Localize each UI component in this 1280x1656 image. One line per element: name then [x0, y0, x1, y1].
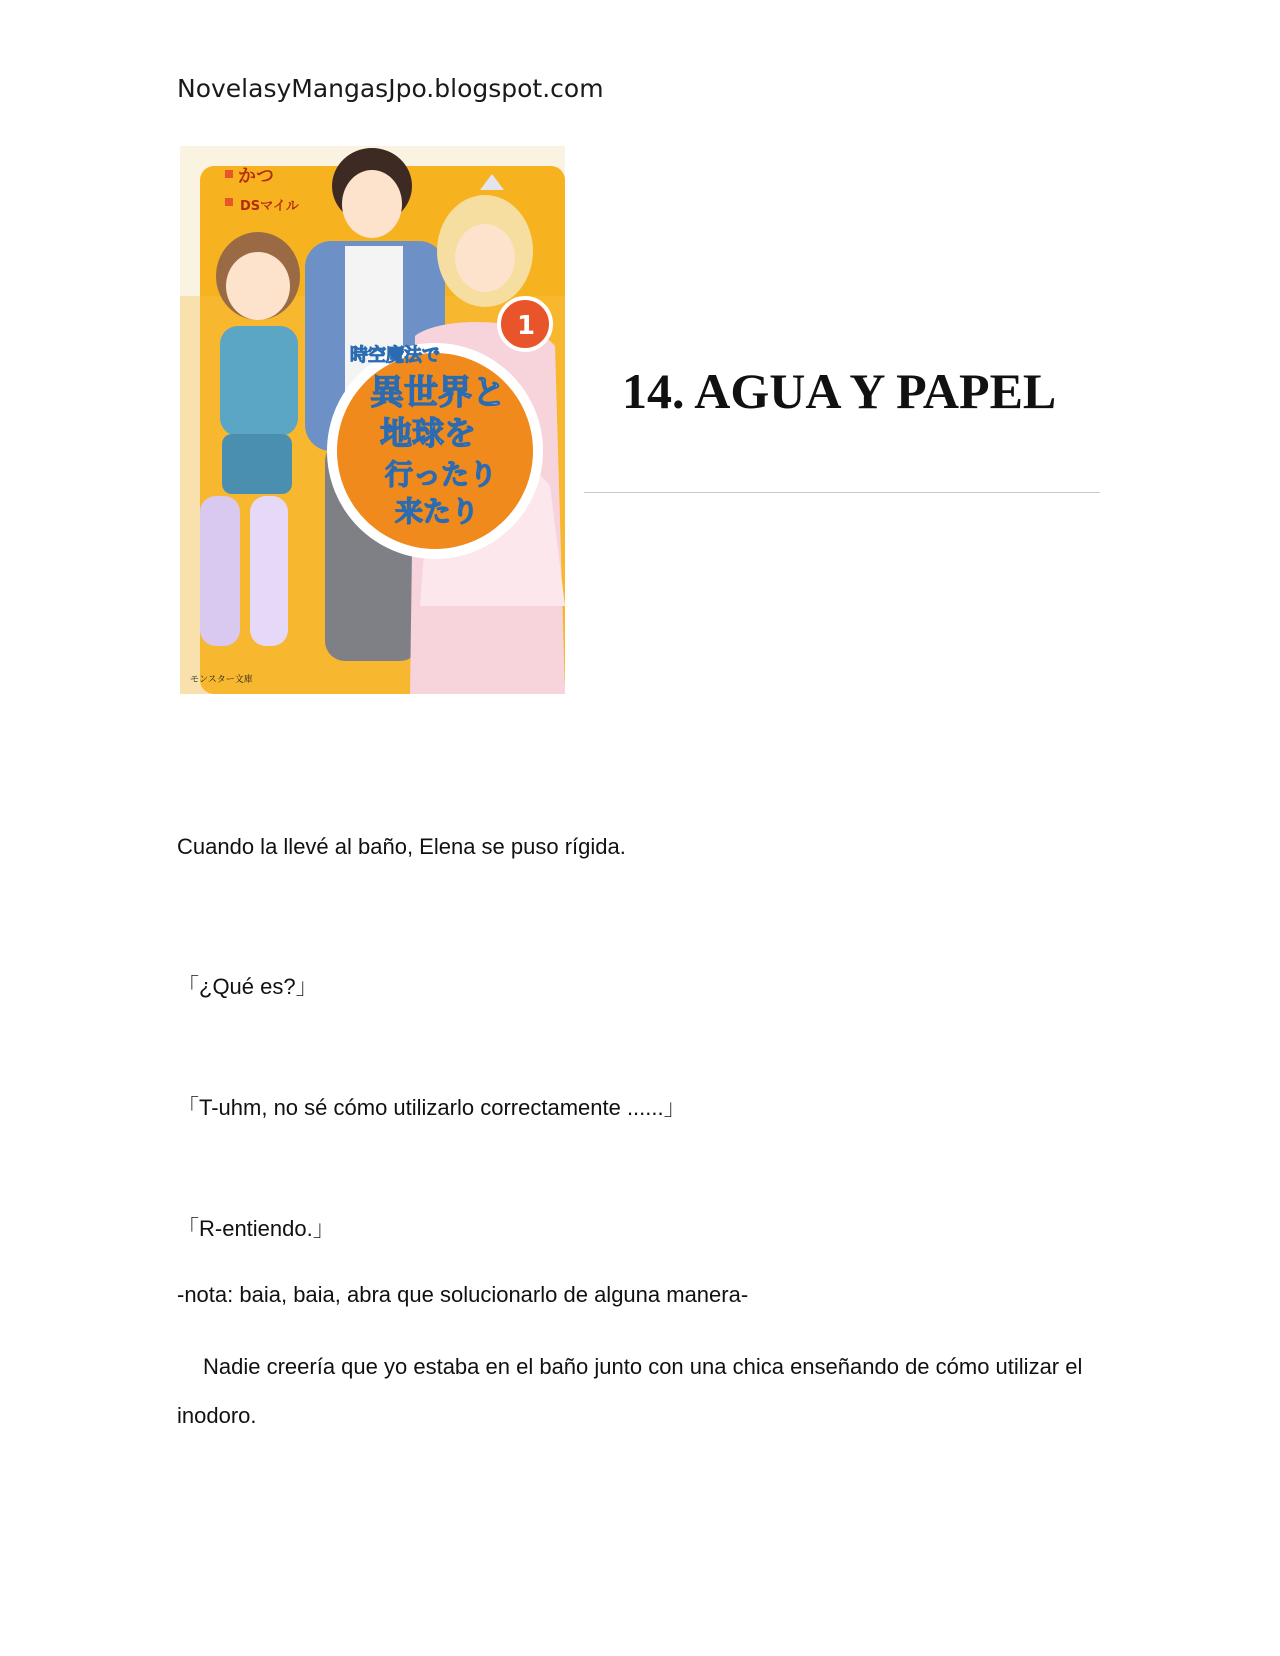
- dialogue-line: 「R-entiendo.」: [177, 1216, 335, 1241]
- cover-title-small: 時空魔法で: [350, 345, 440, 366]
- cover-title-line-3: 行ったり: [385, 458, 498, 491]
- title-divider: [584, 492, 1100, 493]
- cover-illustrator: DSマイル: [240, 199, 299, 214]
- dialogue-line: 「¿Qué es?」: [177, 974, 318, 999]
- cover-author: かつ: [238, 166, 274, 187]
- cover-title-line-2: 地球を: [380, 414, 477, 452]
- paragraph: Cuando la llevé al baño, Elena se puso rígida.: [177, 834, 626, 859]
- translator-note: -nota: baia, baia, abra que solucionarlo de alguna manera-: [177, 1282, 749, 1307]
- site-header: NovelasyMangasJpo.blogspot.com: [177, 74, 604, 103]
- cover-title-line-1: 異世界と: [370, 373, 506, 413]
- cover-volume-number: 1: [517, 311, 536, 341]
- cover-publisher: モンスター文庫: [190, 675, 253, 685]
- dialogue-line: 「T-uhm, no sé cómo utilizarlo correctamente ......」: [177, 1095, 686, 1120]
- book-cover-illustration: [180, 146, 565, 694]
- chapter-title: 14. AGUA Y PAPEL: [622, 363, 1057, 419]
- paragraph: Nadie creería que yo estaba en el baño junto con una chica enseñando de cómo utilizar el inodoro.: [177, 1354, 1083, 1428]
- cover-title-line-4: 来たり: [395, 495, 480, 528]
